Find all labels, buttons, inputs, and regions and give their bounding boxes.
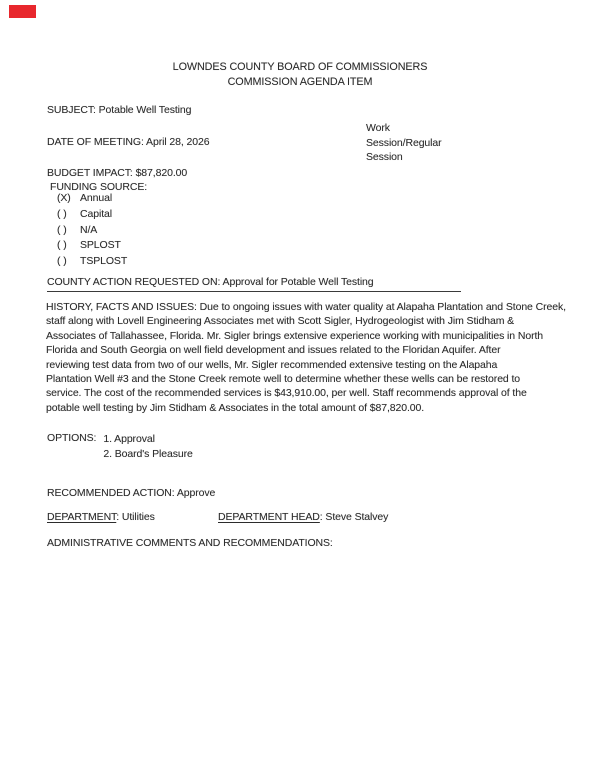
department-head-field: DEPARTMENT HEAD: Steve Stalvey xyxy=(218,511,389,523)
subject-label: SUBJECT: xyxy=(47,104,96,116)
subject-value: Potable Well Testing xyxy=(98,104,192,116)
checkbox-mark: ( ) xyxy=(57,223,67,236)
agenda-item-title: COMMISSION AGENDA ITEM xyxy=(227,76,373,88)
checkbox-mark: ( ) xyxy=(57,255,67,268)
history-line: reviewing test data from two of our wells, Mr. Sigler recommended extensive testing on the Alapaha xyxy=(46,358,498,371)
department-head-label: DEPARTMENT HEAD xyxy=(218,511,320,523)
admin-comments-heading: ADMINISTRATIVE COMMENTS AND RECOMMENDATIONS: xyxy=(47,537,333,549)
funding-item-label: SPLOST xyxy=(80,239,121,252)
red-marker xyxy=(9,5,36,18)
department-label: DEPARTMENT xyxy=(47,511,117,523)
budget-impact-label: BUDGET IMPACT: xyxy=(47,167,133,179)
funding-item-na xyxy=(57,223,127,239)
board-title: LOWNDES COUNTY BOARD OF COMMISSIONERS xyxy=(172,61,428,73)
funding-item-annual xyxy=(57,191,127,207)
department-field: DEPARTMENT: Utilities xyxy=(47,511,155,523)
funding-item-label: N/A xyxy=(80,223,98,236)
funding-item-splost xyxy=(57,238,127,254)
history-line: Associates of Tallahassee, Florida. Mr. Sigler brings extensive experience working with municipalities in North xyxy=(46,329,544,342)
session-type-line: Work xyxy=(366,122,390,134)
recommended-action-value: Approve xyxy=(176,487,216,499)
funding-source-label: FUNDING SOURCE: xyxy=(50,181,148,193)
department-value: Utilities xyxy=(121,511,155,523)
budget-impact-value: $87,820.00 xyxy=(135,167,188,179)
session-type-line: Session xyxy=(366,151,403,164)
funding-source-list xyxy=(57,191,127,270)
option-item: 1. Approval xyxy=(103,433,155,445)
county-action-label: COUNTY ACTION REQUESTED ON: xyxy=(47,276,221,288)
options-label: OPTIONS: xyxy=(47,432,97,444)
options-field xyxy=(47,432,193,463)
budget-impact-field xyxy=(47,167,187,179)
history-paragraph xyxy=(46,300,566,415)
history-line: Florida and South Georgia on well field development and issues related to the Floridan Aquifer. After xyxy=(46,344,501,357)
funding-item-label: TSPLOST xyxy=(80,255,128,268)
funding-item-label: Annual xyxy=(80,192,113,204)
session-type-line: Session/Regular xyxy=(366,136,442,149)
session-type-block xyxy=(366,121,442,165)
history-line: service. The cost of the recommended services is $43,910.00, per well. Staff recommends approval of the xyxy=(46,387,527,400)
meeting-date-label: DATE OF MEETING: xyxy=(47,136,144,148)
subject-field xyxy=(47,104,191,116)
department-head-value: Steve Stalvey xyxy=(325,511,389,523)
funding-item-capital xyxy=(57,207,127,223)
county-action-value: Approval for Potable Well Testing xyxy=(222,276,374,288)
meeting-date-value: April 28, 2026 xyxy=(146,136,210,148)
history-line: potable well testing by Jim Stidham & Associates in the total amount of $87,820.00. xyxy=(46,401,425,414)
checkbox-mark: (X) xyxy=(57,192,71,204)
recommended-action-field xyxy=(47,487,215,499)
meeting-date-field xyxy=(47,136,209,148)
checkbox-mark: ( ) xyxy=(57,207,67,220)
funding-item-label: Capital xyxy=(80,207,112,220)
funding-item-tsplost xyxy=(57,254,127,270)
option-item: 2. Board's Pleasure xyxy=(103,448,193,461)
history-line: Plantation Well #3 and the Stone Creek remote well to determine whether these wells can be restored to xyxy=(46,373,521,386)
county-action-field xyxy=(47,276,461,292)
history-line: staff along with Lovell Engineering Associates met with Scott Sigler, Hydrogeologist with Jim Stidham & xyxy=(46,315,515,328)
history-line: HISTORY, FACTS AND ISSUES: Due to ongoing issues with water quality at Alapaha Plantation and Stone Creek, xyxy=(46,301,566,313)
recommended-action-label: RECOMMENDED ACTION: xyxy=(47,487,175,499)
checkbox-mark: ( ) xyxy=(57,239,67,252)
